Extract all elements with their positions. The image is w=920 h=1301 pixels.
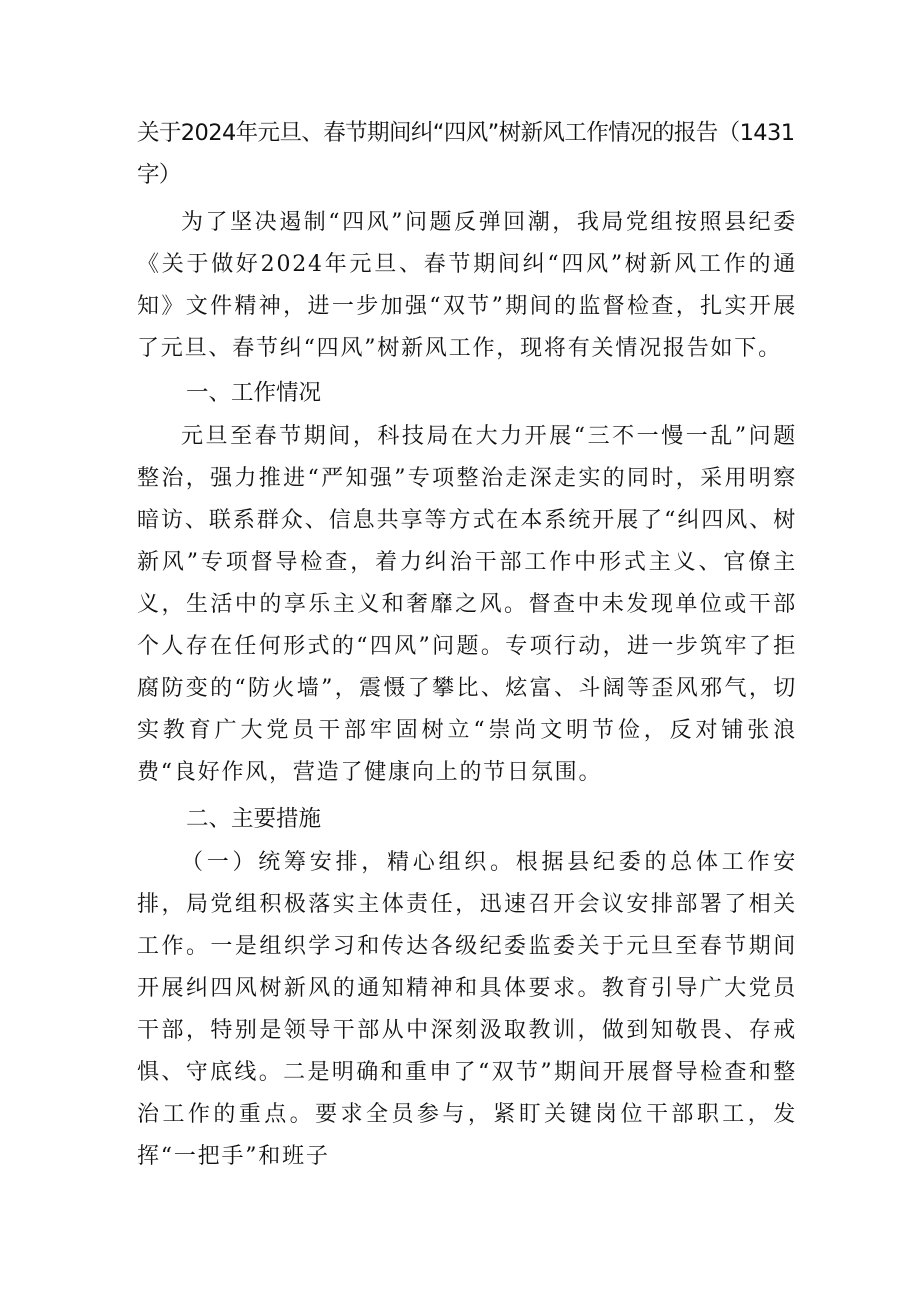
- section-heading-work-situation: 一、工作情况: [186, 380, 322, 406]
- document-title: 关于2024年元旦、春节期间纠“四风”树新风工作情况的报告（1431字）: [137, 120, 795, 188]
- main-measures-paragraph: （一）统筹安排，精心组织。根据县纪委的总体工作安排，局党组积极落实主体责任，迅速召开会议安排部署了相关工作。一是组织学习和传达各级纪委监委关于元旦至春节期间开展纠四风树新风的通知精神和具体要求。教育引导广大党员干部，特别是领导干部从中深刻汲取教训，做到知敬畏、存戒惧、守底线。二是明确和重申了“双节”期间开展督导检查和整治工作的重点。要求全员参与，紧盯关键岗位干部职工，发挥“一把手”和班子: [137, 850, 797, 1169]
- intro-paragraph: 为了坚决遏制“四风”问题反弹回潮，我局党组按照县纪委《关于做好2024年元旦、春节期间纠“四风”树新风工作的通知》文件精神，进一步加强“双节”期间的监督检查，扎实开展了元旦、春节纠“四风”树新风工作，现将有关情况报告如下。: [137, 210, 797, 361]
- work-situation-paragraph: 元旦至春节期间，科技局在大力开展“三不一慢一乱”问题整治，强力推进“严知强”专项整治走深走实的同时，采用明察暗访、联系群众、信息共享等方式在本系统开展了“纠四风、树新风”专项督导检查，着力纠治干部工作中形式主义、官僚主义，生活中的享乐主义和奢靡之风。督查中未发现单位或干部个人存在任何形式的“四风”问题。专项行动，进一步筑牢了拒腐防变的“防火墙”，震慑了攀比、炫富、斗阔等歪风邪气，切实教育广大党员干部牢固树立“崇尚文明节俭，反对铺张浪费“良好作风，营造了健康向上的节日氛围。: [137, 424, 797, 785]
- document-content: [137, 112, 797, 1178]
- section-heading-main-measures: 二、主要措施: [186, 806, 322, 832]
